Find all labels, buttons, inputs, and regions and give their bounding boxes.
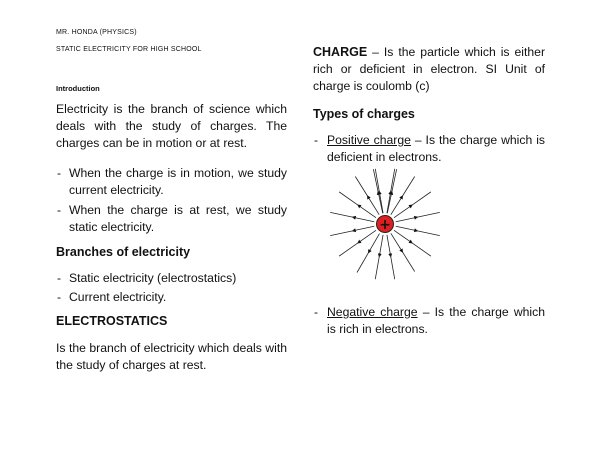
types-heading: Types of charges — [313, 107, 415, 121]
bullet-rest: When the charge is at rest, we study static electricity. — [69, 203, 287, 234]
electrostatics-heading: ELECTROSTATICS — [56, 314, 168, 328]
field-line — [339, 192, 359, 206]
bullet-motion: When the charge is in motion, we study current electricity. — [69, 166, 287, 197]
electrostatics-paragraph: Is the branch of electricity which deals with the study of charges at rest. — [56, 341, 287, 372]
intro-paragraph: Electricity is the branch of science which deals with the study of charges. The charges can be in motion or at rest. — [56, 102, 287, 150]
field-line — [359, 230, 376, 242]
field-line — [387, 192, 391, 213]
field-line — [402, 177, 415, 197]
bullet-dash: - — [57, 166, 62, 180]
field-line — [355, 177, 368, 197]
field-line — [354, 226, 375, 230]
field-line — [394, 206, 411, 218]
charge-def-text: – Is the particle which is either rich or deficient in electron. SI Unit of charge is coulomb (c) — [313, 45, 545, 93]
author-line: MR. HONDA (PHYSICS) — [56, 29, 137, 36]
field-line — [359, 206, 376, 218]
bullet-dash: - — [57, 290, 62, 304]
field-line — [379, 192, 383, 213]
positive-term: Positive charge — [327, 133, 411, 147]
course-title: STATIC ELECTRICITY FOR HIGH SCHOOL — [56, 46, 202, 53]
field-line — [378, 193, 382, 214]
field-line — [375, 256, 379, 280]
field-line — [379, 235, 383, 256]
positive-definition — [327, 132, 545, 166]
bullet-dash: - — [314, 133, 319, 147]
bullet-dash: - — [57, 271, 62, 285]
field-line — [387, 235, 391, 256]
field-line — [369, 234, 380, 252]
negative-def-text: – Is the charge which is rich in electrons. — [327, 305, 545, 336]
positive-def-text: – Is the charge which is deficient in electrons. — [327, 133, 545, 164]
field-line — [391, 233, 402, 251]
positive-symbol: + — [379, 217, 391, 233]
negative-term: Negative charge — [327, 305, 418, 319]
field-line — [330, 212, 353, 217]
charge-definition — [313, 44, 545, 95]
field-line — [411, 192, 431, 206]
field-line — [391, 256, 395, 280]
field-line — [354, 217, 375, 221]
field-line — [357, 252, 369, 273]
field-line — [416, 231, 439, 236]
positive-charge-field-diagram — [326, 162, 444, 286]
field-line — [368, 197, 379, 215]
field-line — [402, 251, 415, 271]
field-line — [339, 242, 359, 256]
negative-definition — [327, 304, 545, 338]
charge-term: CHARGE — [313, 45, 368, 59]
intro-heading: Introduction — [56, 84, 100, 93]
field-line — [330, 231, 353, 236]
branches-heading: Branches of electricity — [56, 245, 191, 259]
field-line — [396, 226, 417, 230]
bullet-dash: - — [57, 203, 62, 217]
field-line — [394, 230, 411, 242]
branch-current: Current electricity. — [69, 290, 167, 304]
field-line — [411, 242, 431, 256]
branch-static: Static electricity (electrostatics) — [69, 271, 237, 285]
field-line — [391, 197, 402, 215]
field-line — [416, 212, 439, 217]
bullet-dash: - — [314, 305, 319, 319]
field-line — [396, 217, 417, 221]
field-line — [387, 193, 391, 214]
